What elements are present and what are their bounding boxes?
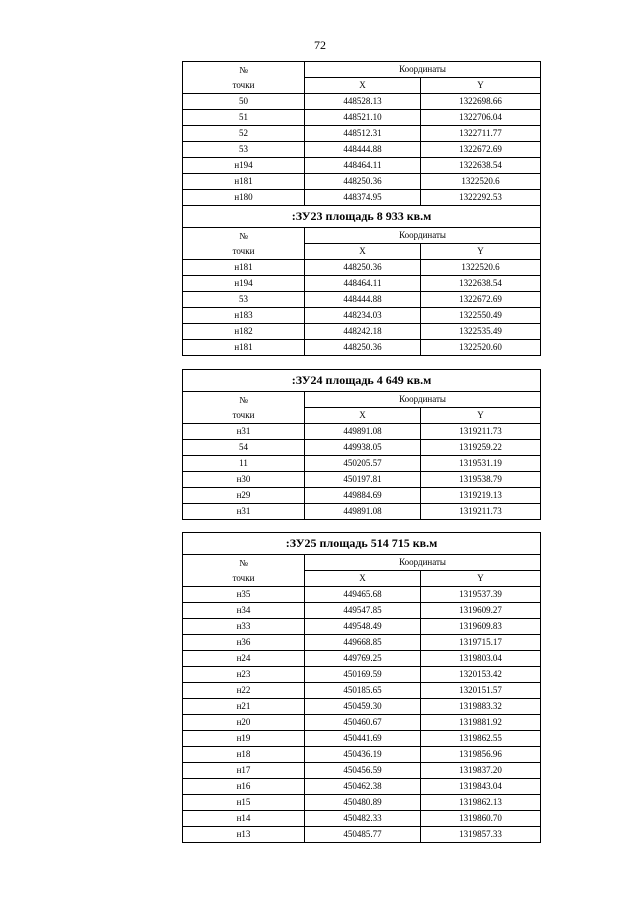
point-number-cell: 50 xyxy=(183,94,305,110)
point-number-cell: н31 xyxy=(183,504,305,520)
point-number-cell: н18 xyxy=(183,747,305,763)
x-coordinate-cell: 450460.67 xyxy=(305,715,421,731)
table-row xyxy=(183,619,541,635)
table-row xyxy=(183,587,541,603)
table-row xyxy=(183,94,541,110)
x-coordinate-cell: 450441.69 xyxy=(305,731,421,747)
x-coordinate-cell: 448464.11 xyxy=(305,158,421,174)
point-number-cell: н31 xyxy=(183,424,305,440)
table-row xyxy=(183,308,541,324)
x-coordinate-cell: 448374.95 xyxy=(305,190,421,206)
table-row xyxy=(183,110,541,126)
point-number-header xyxy=(183,62,305,94)
header-row xyxy=(183,392,541,408)
y-coordinate-cell: 1319837.20 xyxy=(421,763,541,779)
table-row xyxy=(183,424,541,440)
point-number-cell: н34 xyxy=(183,603,305,619)
coordinates-header: Координаты xyxy=(305,392,541,408)
x-coordinate-cell: 449547.85 xyxy=(305,603,421,619)
x-coordinate-cell: 450436.19 xyxy=(305,747,421,763)
x-coordinate-cell: 450197.81 xyxy=(305,472,421,488)
y-coordinate-cell: 1320153.42 xyxy=(421,667,541,683)
table-row xyxy=(183,651,541,667)
y-coordinate-cell: 1319259.22 xyxy=(421,440,541,456)
point-number-label: № xyxy=(239,557,248,568)
y-header: Y xyxy=(421,78,541,94)
y-coordinate-cell: 1319843.04 xyxy=(421,779,541,795)
x-coordinate-cell: 449548.49 xyxy=(305,619,421,635)
point-number-cell: н19 xyxy=(183,731,305,747)
table-row xyxy=(183,472,541,488)
table-row xyxy=(183,763,541,779)
header-row xyxy=(183,62,541,78)
page-number: 72 xyxy=(314,38,326,52)
table-row xyxy=(183,142,541,158)
point-label: точки xyxy=(232,409,255,420)
coordinates-table xyxy=(182,369,541,520)
y-coordinate-cell: 1319803.04 xyxy=(421,651,541,667)
table-row xyxy=(183,731,541,747)
table-row xyxy=(183,440,541,456)
x-coordinate-cell: 448242.18 xyxy=(305,324,421,340)
point-number-header xyxy=(183,555,305,587)
table-row xyxy=(183,260,541,276)
point-label: точки xyxy=(232,245,255,256)
point-number-cell: н30 xyxy=(183,472,305,488)
coordinates-table xyxy=(182,532,541,843)
y-coordinate-cell: 1319856.96 xyxy=(421,747,541,763)
point-number-cell: н183 xyxy=(183,308,305,324)
y-coordinate-cell: 1319881.92 xyxy=(421,715,541,731)
point-number-label: № xyxy=(239,394,248,405)
table-row xyxy=(183,603,541,619)
point-number-cell: 53 xyxy=(183,292,305,308)
x-coordinate-cell: 449465.68 xyxy=(305,587,421,603)
x-coordinate-cell: 448444.88 xyxy=(305,292,421,308)
section-title-row xyxy=(183,206,541,228)
table-row xyxy=(183,747,541,763)
point-number-cell: н194 xyxy=(183,276,305,292)
y-coordinate-cell: 1322706.04 xyxy=(421,110,541,126)
point-number-cell: 52 xyxy=(183,126,305,142)
x-coordinate-cell: 449938.05 xyxy=(305,440,421,456)
point-number-cell: н20 xyxy=(183,715,305,731)
x-coordinate-cell: 449891.08 xyxy=(305,504,421,520)
y-coordinate-cell: 1322520.6 xyxy=(421,260,541,276)
table-row xyxy=(183,811,541,827)
point-number-cell: н14 xyxy=(183,811,305,827)
y-coordinate-cell: 1319609.27 xyxy=(421,603,541,619)
x-coordinate-cell: 448528.13 xyxy=(305,94,421,110)
y-coordinate-cell: 1319531.19 xyxy=(421,456,541,472)
table-row xyxy=(183,190,541,206)
x-coordinate-cell: 450456.59 xyxy=(305,763,421,779)
x-coordinate-cell: 450185.65 xyxy=(305,683,421,699)
section-title-row xyxy=(183,370,541,392)
y-coordinate-cell: 1322292.53 xyxy=(421,190,541,206)
y-coordinate-cell: 1319862.13 xyxy=(421,795,541,811)
point-number-cell: н35 xyxy=(183,587,305,603)
y-coordinate-cell: 1319219.13 xyxy=(421,488,541,504)
y-coordinate-cell: 1322711.77 xyxy=(421,126,541,142)
x-header: X xyxy=(305,571,421,587)
point-number-cell: н33 xyxy=(183,619,305,635)
x-coordinate-cell: 450485.77 xyxy=(305,827,421,843)
y-coordinate-cell: 1319538.79 xyxy=(421,472,541,488)
y-coordinate-cell: 1319860.70 xyxy=(421,811,541,827)
table-row xyxy=(183,158,541,174)
x-coordinate-cell: 450462.38 xyxy=(305,779,421,795)
point-number-label: № xyxy=(239,64,248,75)
table-row xyxy=(183,795,541,811)
table-row xyxy=(183,699,541,715)
section-title-row xyxy=(183,533,541,555)
x-coordinate-cell: 448464.11 xyxy=(305,276,421,292)
coordinates-header: Координаты xyxy=(305,62,541,78)
point-number-cell: н23 xyxy=(183,667,305,683)
x-coordinate-cell: 448444.88 xyxy=(305,142,421,158)
x-coordinate-cell: 450480.89 xyxy=(305,795,421,811)
point-number-cell: 51 xyxy=(183,110,305,126)
coordinates-header: Координаты xyxy=(305,555,541,571)
y-coordinate-cell: 1319883.32 xyxy=(421,699,541,715)
table-row xyxy=(183,827,541,843)
x-coordinate-cell: 448250.36 xyxy=(305,174,421,190)
table-row xyxy=(183,715,541,731)
point-number-cell: н36 xyxy=(183,635,305,651)
table-row xyxy=(183,667,541,683)
point-number-cell: н194 xyxy=(183,158,305,174)
point-label: точки xyxy=(232,79,255,90)
y-coordinate-cell: 1319609.83 xyxy=(421,619,541,635)
point-number-cell: н21 xyxy=(183,699,305,715)
point-number-cell: 11 xyxy=(183,456,305,472)
x-coordinate-cell: 450205.57 xyxy=(305,456,421,472)
point-label: точки xyxy=(232,572,255,583)
section-title: :ЗУ23 площадь 8 933 кв.м xyxy=(183,206,541,228)
x-coordinate-cell: 448234.03 xyxy=(305,308,421,324)
header-row xyxy=(183,228,541,244)
point-number-cell: н13 xyxy=(183,827,305,843)
y-header: Y xyxy=(421,571,541,587)
point-number-cell: н181 xyxy=(183,260,305,276)
x-coordinate-cell: 450169.59 xyxy=(305,667,421,683)
x-header: X xyxy=(305,244,421,260)
header-row xyxy=(183,555,541,571)
point-number-cell: н181 xyxy=(183,340,305,356)
y-coordinate-cell: 1322550.49 xyxy=(421,308,541,324)
point-number-cell: н16 xyxy=(183,779,305,795)
y-coordinate-cell: 1322535.49 xyxy=(421,324,541,340)
y-coordinate-cell: 1322698.66 xyxy=(421,94,541,110)
point-number-cell: н17 xyxy=(183,763,305,779)
y-coordinate-cell: 1319862.55 xyxy=(421,731,541,747)
table-row xyxy=(183,276,541,292)
y-coordinate-cell: 1322520.60 xyxy=(421,340,541,356)
coordinates-table xyxy=(182,61,541,356)
y-coordinate-cell: 1320151.57 xyxy=(421,683,541,699)
point-number-cell: н180 xyxy=(183,190,305,206)
y-coordinate-cell: 1319537.39 xyxy=(421,587,541,603)
x-coordinate-cell: 449891.08 xyxy=(305,424,421,440)
y-coordinate-cell: 1322638.54 xyxy=(421,276,541,292)
x-header: X xyxy=(305,408,421,424)
y-coordinate-cell: 1319211.73 xyxy=(421,424,541,440)
point-number-header xyxy=(183,228,305,260)
x-coordinate-cell: 449769.25 xyxy=(305,651,421,667)
y-coordinate-cell: 1319211.73 xyxy=(421,504,541,520)
point-number-cell: н22 xyxy=(183,683,305,699)
point-number-cell: н181 xyxy=(183,174,305,190)
point-number-cell: н15 xyxy=(183,795,305,811)
table-row xyxy=(183,340,541,356)
x-coordinate-cell: 450482.33 xyxy=(305,811,421,827)
x-coordinate-cell: 449668.85 xyxy=(305,635,421,651)
x-coordinate-cell: 448512.31 xyxy=(305,126,421,142)
y-coordinate-cell: 1319715.17 xyxy=(421,635,541,651)
table-row xyxy=(183,779,541,795)
point-number-header xyxy=(183,392,305,424)
table-row xyxy=(183,126,541,142)
section-title: :ЗУ25 площадь 514 715 кв.м xyxy=(183,533,541,555)
point-number-label: № xyxy=(239,230,248,241)
x-header: X xyxy=(305,78,421,94)
table-row xyxy=(183,488,541,504)
x-coordinate-cell: 448250.36 xyxy=(305,340,421,356)
y-coordinate-cell: 1322672.69 xyxy=(421,142,541,158)
y-coordinate-cell: 1322638.54 xyxy=(421,158,541,174)
x-coordinate-cell: 449884.69 xyxy=(305,488,421,504)
table-row xyxy=(183,324,541,340)
coordinates-header: Координаты xyxy=(305,228,541,244)
x-coordinate-cell: 450459.30 xyxy=(305,699,421,715)
y-coordinate-cell: 1319857.33 xyxy=(421,827,541,843)
y-coordinate-cell: 1322672.69 xyxy=(421,292,541,308)
table-row xyxy=(183,683,541,699)
section-title: :ЗУ24 площадь 4 649 кв.м xyxy=(183,370,541,392)
table-row xyxy=(183,456,541,472)
point-number-cell: н29 xyxy=(183,488,305,504)
point-number-cell: н182 xyxy=(183,324,305,340)
x-coordinate-cell: 448250.36 xyxy=(305,260,421,276)
table-row xyxy=(183,504,541,520)
table-row xyxy=(183,292,541,308)
y-header: Y xyxy=(421,244,541,260)
table-row xyxy=(183,635,541,651)
y-coordinate-cell: 1322520.6 xyxy=(421,174,541,190)
x-coordinate-cell: 448521.10 xyxy=(305,110,421,126)
point-number-cell: 53 xyxy=(183,142,305,158)
y-header: Y xyxy=(421,408,541,424)
point-number-cell: 54 xyxy=(183,440,305,456)
point-number-cell: н24 xyxy=(183,651,305,667)
table-row xyxy=(183,174,541,190)
